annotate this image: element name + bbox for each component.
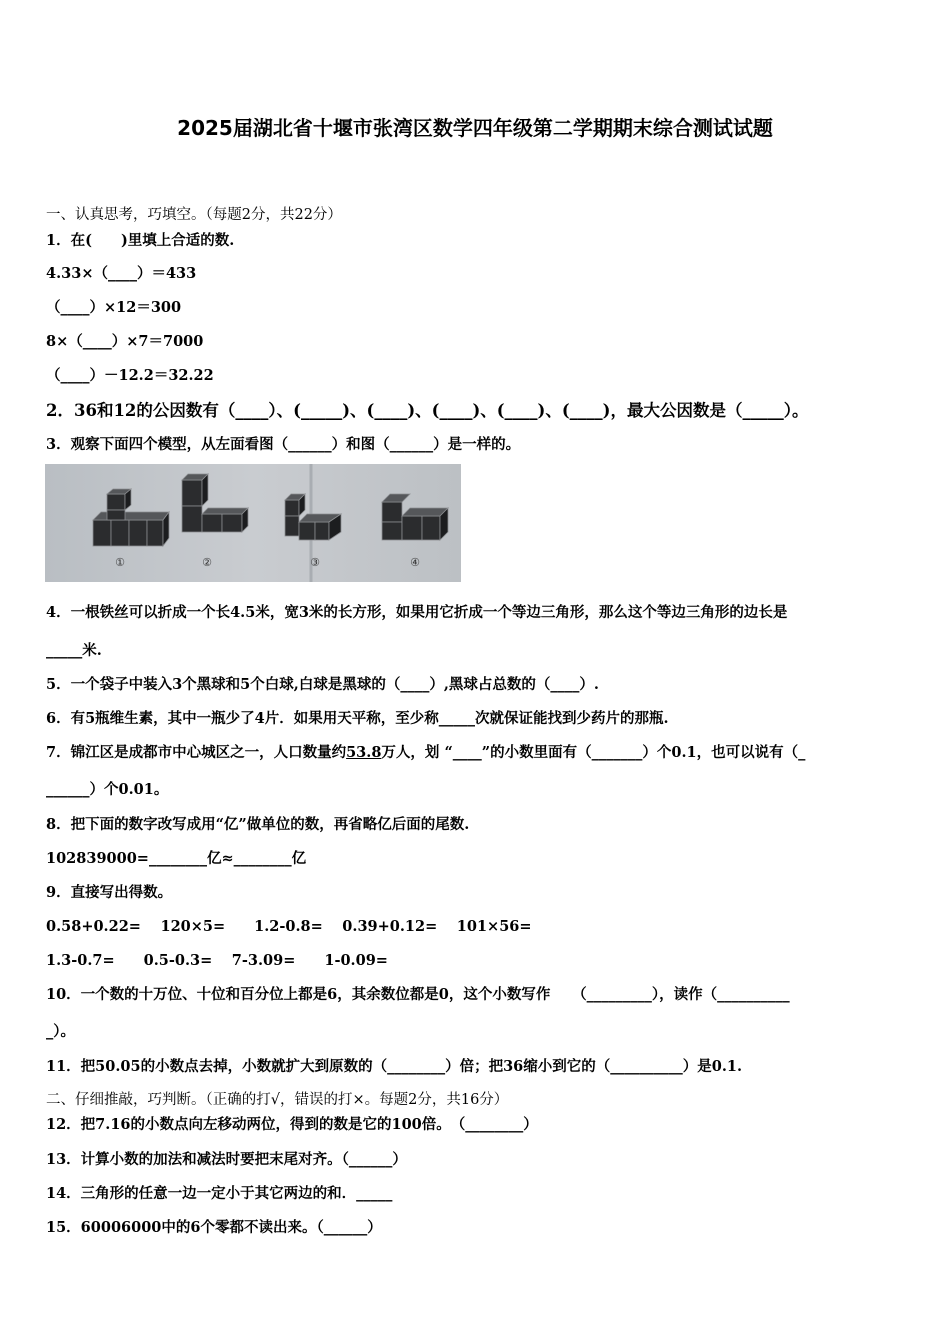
question-1-item-3: 8×（____）×7＝7000 <box>46 333 204 350</box>
question-1-item-1: 4.33×（____）＝433 <box>46 265 197 282</box>
section-2-heading: 二、仔细推敲，巧判断。（正确的打√，错误的打×。每题2分，共16分） <box>46 1092 509 1108</box>
question-10-line-2: _）。 <box>46 1023 75 1040</box>
question-3: 3．观察下面四个模型，从左面看图（______）和图（______）是一样的。 <box>46 436 521 453</box>
question-6: 6．有5瓶维生素，其中一瓶少了4片．如果用天平称，至少称_____次就保证能找到少药片的那瓶. <box>46 710 669 727</box>
question-9-row-1: 0.58+0.22= 120×5= 1.2-0.8= 0.39+0.12= 101×56= <box>46 918 532 935</box>
question-8-item: 102839000=________亿≈________亿 <box>46 850 307 867</box>
question-5: 5．一个袋子中装入3个黑球和5个白球,白球是黑球的（____）,黑球占总数的（____）. <box>46 676 599 693</box>
question-7-line-1 <box>46 741 916 762</box>
question-7-underlined-number: 53.8 <box>346 744 382 761</box>
question-2: 2．36和12的公因数有（____）、(_____)、(____)、(____)、(____)、(____)，最大公因数是（_____）。 <box>46 401 809 420</box>
question-1-item-2: （____）×12＝300 <box>46 299 182 316</box>
figure-label-4: ④ <box>410 556 420 569</box>
figure-label-2: ② <box>202 556 212 569</box>
question-12: 12．把7.16的小数点向左移动两位，得到的数是它的100倍。 （________） <box>46 1116 538 1133</box>
page-title: 2025届湖北省十堰市张湾区数学四年级第二学期期末综合测试试题 <box>177 116 773 140</box>
question-10-line-1: 10．一个数的十万位、十位和百分位上都是6，其余数位都是0，这个小数写作 （_________），读作（__________ <box>46 986 790 1003</box>
question-11: 11．把50.05的小数点去掉，小数就扩大到原数的（________）倍；把36缩小到它的（__________）是0.1. <box>46 1058 743 1075</box>
figure-label-1: ① <box>115 556 125 569</box>
question-1-stem: 1．在( )里填上合适的数. <box>46 232 235 249</box>
cube-models-figure <box>45 464 461 582</box>
question-15: 15．60006000中的6个零都不读出来。（______） <box>46 1219 382 1236</box>
section-1-heading: 一、认真思考，巧填空。（每题2分，共22分） <box>46 207 342 223</box>
question-13: 13．计算小数的加法和减法时要把末尾对齐。（______） <box>46 1151 407 1168</box>
figure-label-3: ③ <box>310 556 320 569</box>
question-7-line-2: ______）个0.01。 <box>46 781 169 798</box>
question-8-stem: 8．把下面的数字改写成用“亿”做单位的数，再省略亿后面的尾数. <box>46 816 470 833</box>
question-1-item-4: （____）－12.2＝32.22 <box>46 367 214 384</box>
question-9-row-2: 1.3-0.7= 0.5-0.3= 7-3.09= 1-0.09= <box>46 952 388 969</box>
question-7-text-a: 7．锦江区是成都市中心城区之一，人口数量约 <box>46 744 347 761</box>
question-4-line-2: _____米. <box>46 642 102 659</box>
question-7-text-b: 万人，划 “____”的小数里面有（_______）个0.1，也可以说有（_ <box>381 744 806 761</box>
question-14: 14．三角形的任意一边一定小于其它两边的和．_____ <box>46 1185 393 1202</box>
question-9-stem: 9．直接写出得数。 <box>46 884 173 901</box>
question-4-line-1: 4．一根铁丝可以折成一个长4.5米，宽3米的长方形，如果用它折成一个等边三角形，那么这个等边三角形的边长是 <box>46 604 788 621</box>
